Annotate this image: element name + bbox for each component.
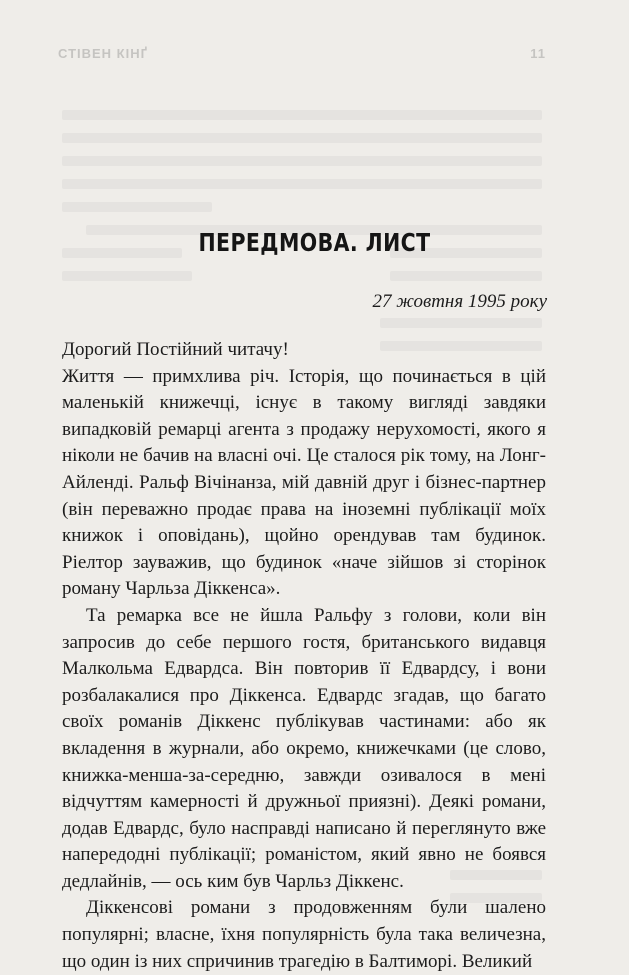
running-head	[58, 46, 546, 66]
salutation: Дорогий Постійний читачу!	[62, 339, 289, 360]
letter-date: 27 жовтня 1995 року	[372, 291, 547, 312]
paragraph: Та ремарка все не йшла Ральфу з голови, коли він запросив до себе першого гостя, британського видавця Малкольма Едвардса. Він повторив її Едвардсу, і вони розбалакалися про Діккенса. Едвардс згадав, що багато своїх романів Діккенс публікував частинами: або як вкладення в журнали, або окремо, книжечками (це слово, книжка-менша-за-середню, завжди озивалося в мені відчуттям камерності й дружньої приязні). Деякі романи, додав Едвардс, було насправді написано й переглянуто вже напередодні публікації; романістом, який явно не боявся дедлайнів, — ось ким був Чарльз Діккенс.	[62, 604, 546, 892]
paragraph: Життя — примхлива річ. Історія, що починається в цій маленькій книжечці, існує в такому вигляді завдяки випадковій ремарці агента з продажу нерухомості, якого я ніколи не бачив на власні очі. Це сталося рік тому, на Лонг-Айленді. Ральф Вічінанза, мій давній друг і бізнес-партнер (він переважно продає права на іноземні публікації моїх книжок і оповідань), щойно орендував там будинок. Ріелтор зауважив, що будинок «наче зійшов зі сторінок роману Чарльза Діккенса».	[62, 365, 546, 600]
running-head-author: СТІВЕН КІНҐ	[58, 46, 148, 61]
chapter-heading: ПЕРЕДМОВА. ЛИСТ	[198, 228, 431, 257]
paragraph: Діккенсові романи з продовженням були шалено популярні; власне, їхня популярність була така величезна, що один із них спричинив трагедію в Балтиморі. Великий	[62, 897, 546, 972]
body-text	[62, 337, 546, 975]
page-number: 11	[530, 46, 546, 61]
